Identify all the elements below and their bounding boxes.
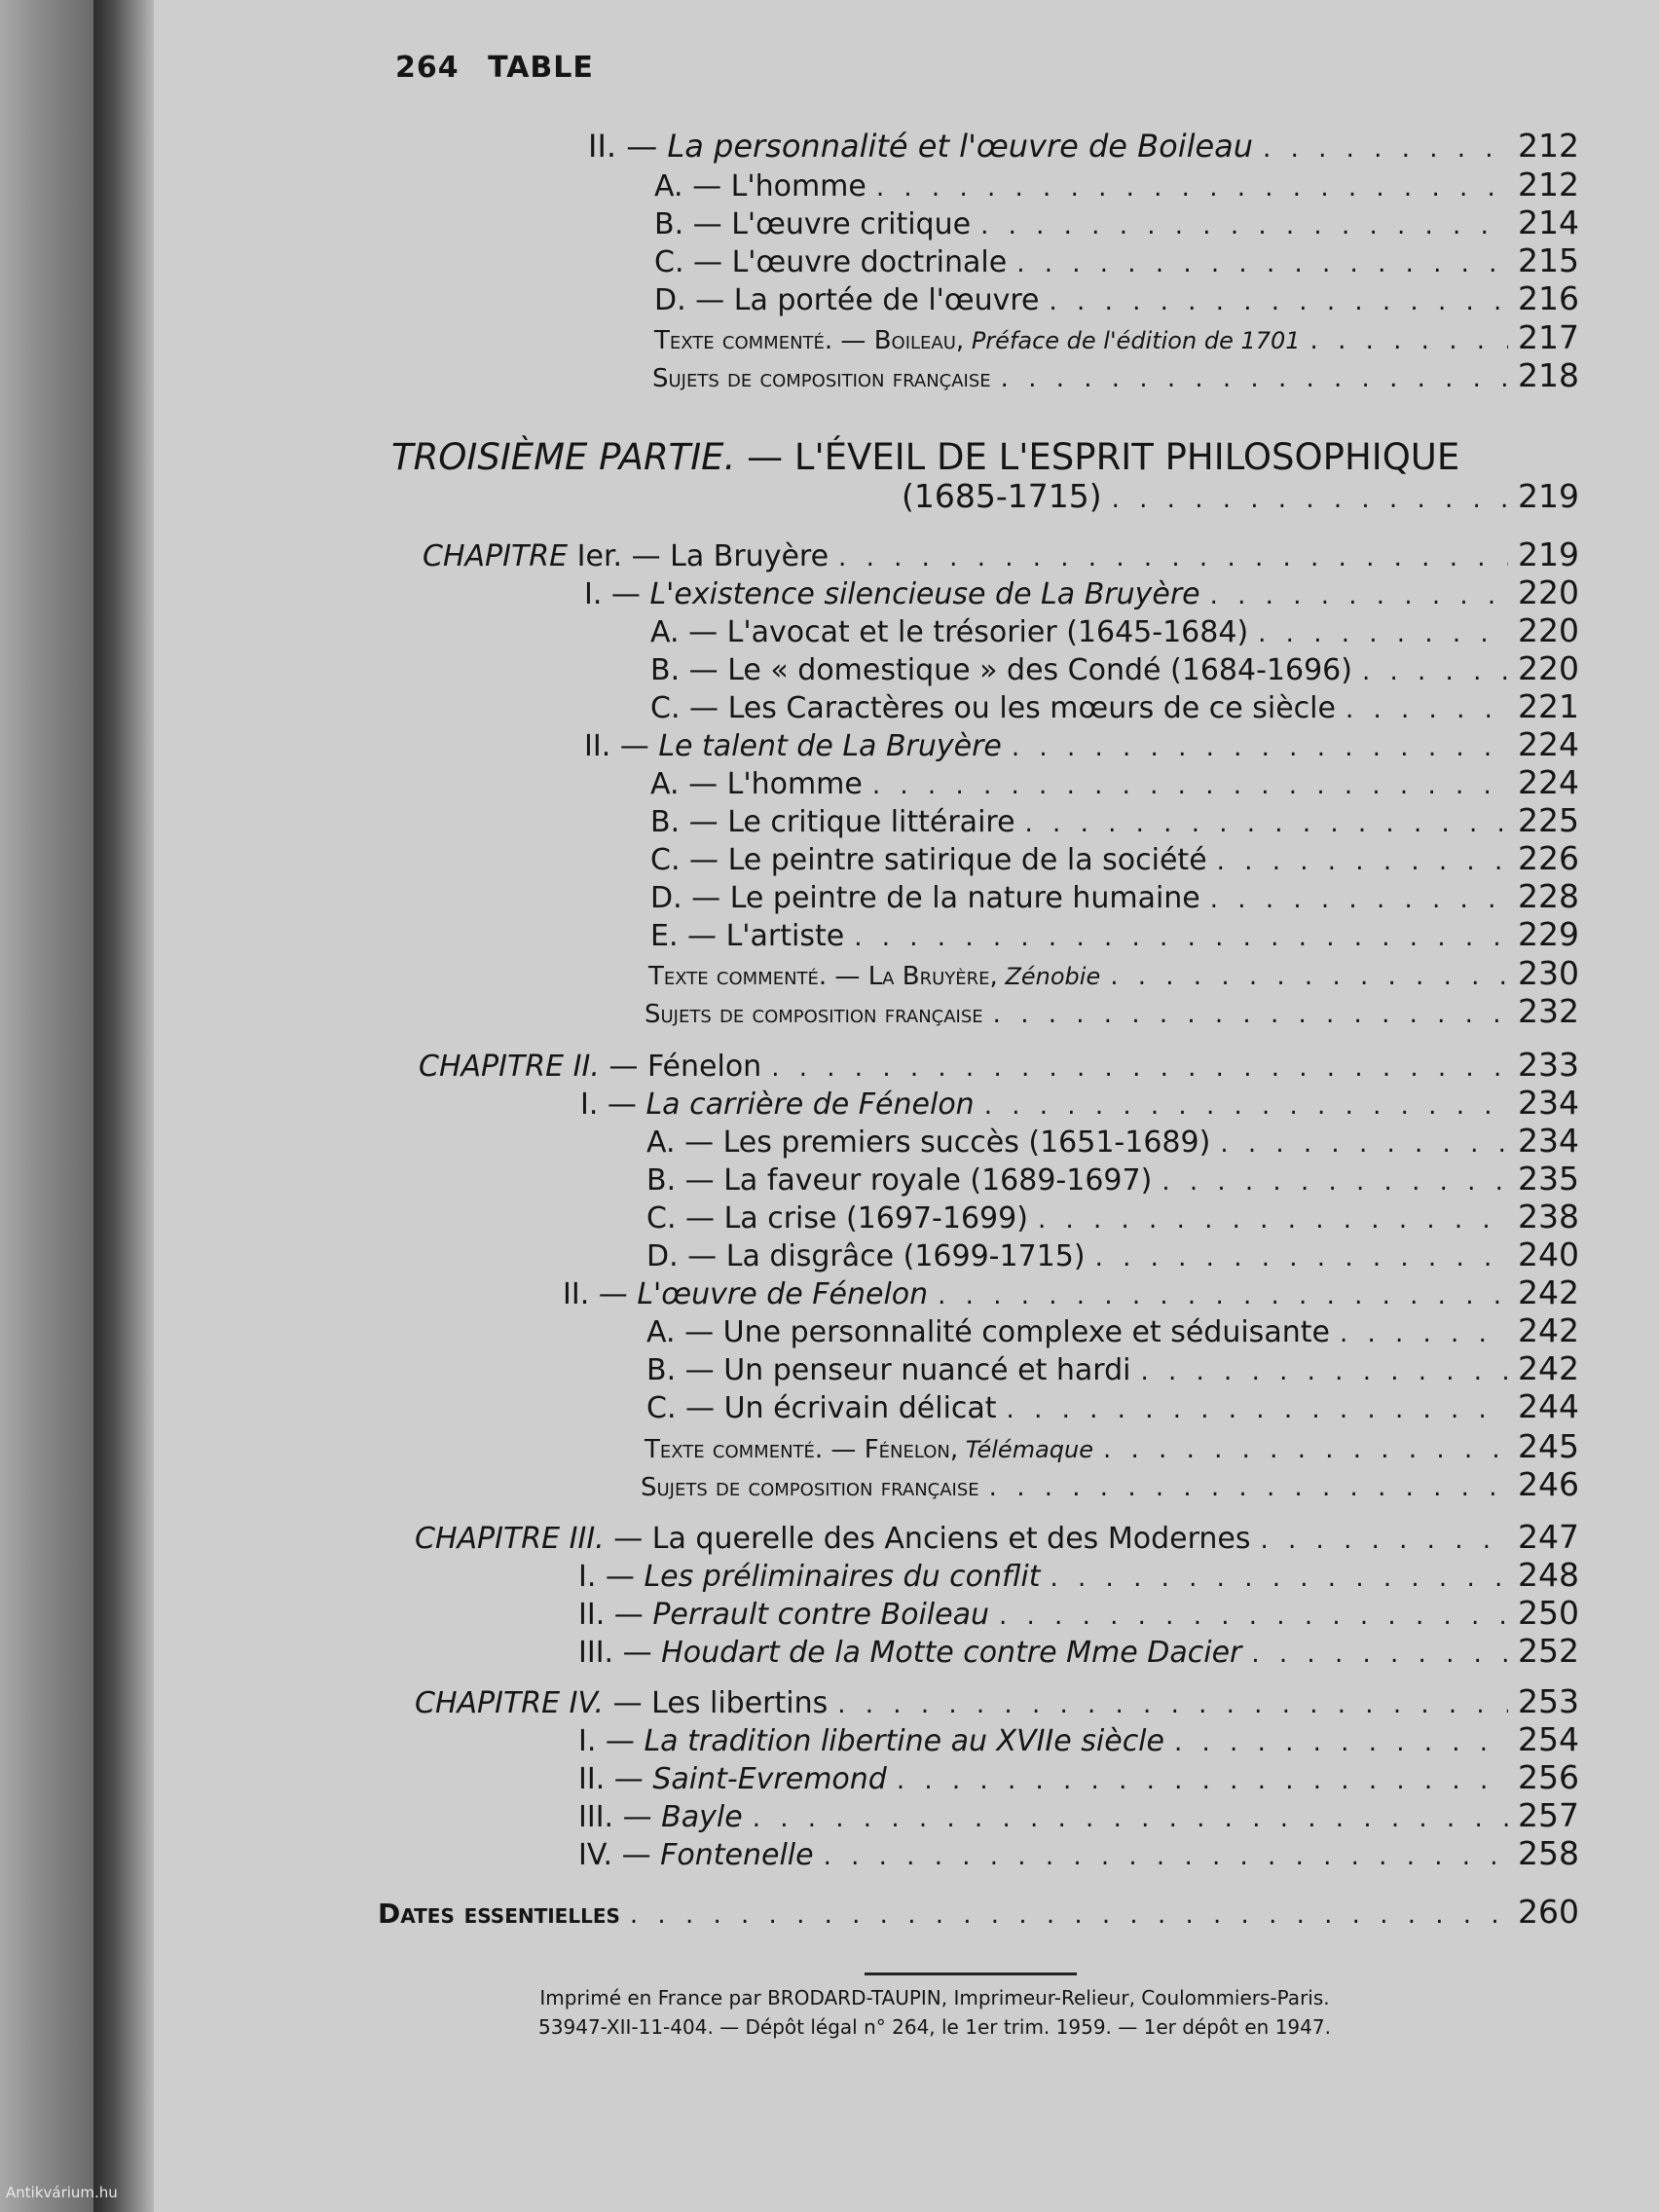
toc-entry xyxy=(646,1311,1579,1352)
entry-page: 234 xyxy=(1518,1084,1579,1122)
header-page-number: 264 xyxy=(395,51,460,85)
entry-title: — La querelle des Anciens et des Modernes xyxy=(613,1522,1251,1556)
entry-page: 260 xyxy=(1518,1893,1579,1931)
entry-title: Les premiers succès (1651-1689) xyxy=(722,1125,1211,1160)
dot-leader xyxy=(1174,1728,1508,1757)
imprint-line-1: Imprimé en France par BRODARD-TAUPIN, Imprimeur-Relieur, Coulommiers-Paris. xyxy=(539,1986,1330,2009)
dot-leader xyxy=(1001,364,1508,393)
dot-leader xyxy=(824,1842,1508,1871)
entry-label: A. — xyxy=(650,767,719,801)
entry-page: 221 xyxy=(1518,687,1579,725)
entry-page: 256 xyxy=(1518,1758,1579,1796)
toc-entry-chapter xyxy=(423,535,1579,576)
toc-entry xyxy=(645,992,1579,1033)
entry-label: C. — xyxy=(650,691,719,725)
toc-entry-chapter xyxy=(415,1682,1579,1723)
entry-title: La crise (1697-1699) xyxy=(723,1201,1028,1235)
entry-title: Perrault contre Boileau xyxy=(652,1598,989,1632)
part-title xyxy=(391,436,1459,478)
entry-page: 246 xyxy=(1518,1465,1579,1503)
entry-title: Saint-Evremond xyxy=(652,1762,887,1796)
entry-label: CHAPITRE xyxy=(423,539,569,573)
entry-label: CHAPITRE III. xyxy=(415,1522,605,1556)
entry-title: Les Caractères ou les mœurs de ce siècle xyxy=(727,691,1336,725)
entry-label: Dates essentielles xyxy=(378,1898,620,1930)
toc-entry xyxy=(578,1556,1579,1597)
entry-page: 242 xyxy=(1518,1273,1579,1311)
dot-leader xyxy=(938,1281,1508,1310)
entry-title: La portée de l'œuvre xyxy=(733,283,1040,317)
entry-label: II. — xyxy=(563,1277,628,1311)
entry-label: II. — xyxy=(588,128,658,165)
entry-page: 228 xyxy=(1518,877,1579,915)
entry-title: Bayle xyxy=(661,1800,743,1834)
entry-label: III. — xyxy=(578,1800,652,1834)
dot-leader xyxy=(1258,619,1508,648)
entry-title: L'artiste xyxy=(725,919,845,953)
entry-title: Le peintre de la nature humaine xyxy=(729,881,1200,915)
toc-entry xyxy=(584,725,1579,766)
entry-page: 230 xyxy=(1518,954,1579,992)
toc-entry xyxy=(580,1084,1579,1124)
entry-label: B. — xyxy=(650,653,719,687)
dot-leader xyxy=(1263,134,1508,164)
entry-label: II. — xyxy=(578,1598,644,1632)
entry-label: I. — xyxy=(584,577,641,611)
entry-label: Texte commenté. — Fénelon, xyxy=(645,1435,959,1464)
toc-entry xyxy=(654,318,1579,359)
entry-page: 217 xyxy=(1518,318,1579,356)
imprint-line-2: 53947-XII-11-404. — Dépôt légal n° 264, le 1er trim. 1959. — 1er dépôt en 1947. xyxy=(538,2015,1331,2039)
toc-entry xyxy=(650,801,1579,842)
entry-label: C. — xyxy=(654,245,723,279)
entry-title: Le critique littéraire xyxy=(727,805,1015,839)
dot-leader xyxy=(1110,962,1508,991)
toc-entry xyxy=(578,1720,1579,1761)
toc-entry xyxy=(646,1387,1579,1428)
running-header xyxy=(395,51,594,85)
dot-leader xyxy=(989,1473,1508,1502)
toc-entry-dates xyxy=(378,1893,1579,1934)
book-edge-left xyxy=(0,0,93,2212)
entry-title: La faveur royale (1689-1697) xyxy=(723,1163,1153,1198)
entry-page: 233 xyxy=(1518,1046,1579,1084)
entry-page: 248 xyxy=(1518,1556,1579,1594)
toc-entry xyxy=(654,241,1579,282)
toc-entry xyxy=(654,279,1579,320)
book-gutter-shadow xyxy=(93,0,154,2212)
entry-page: 215 xyxy=(1518,241,1579,279)
dot-leader xyxy=(897,1766,1508,1795)
entry-label: II. — xyxy=(578,1762,644,1796)
dot-leader xyxy=(1112,485,1508,514)
entry-label: A. — xyxy=(646,1315,715,1349)
toc-entry xyxy=(584,573,1579,614)
part-page: 219 xyxy=(1518,477,1579,515)
toc-entry xyxy=(650,649,1579,690)
entry-page: 220 xyxy=(1518,649,1579,687)
dot-leader xyxy=(1340,1319,1508,1348)
dot-leader xyxy=(1251,1640,1508,1669)
entry-page: 234 xyxy=(1518,1122,1579,1160)
toc-entry-chapter xyxy=(419,1046,1579,1087)
imprint-rule xyxy=(865,1972,1077,1975)
entry-label: I. — xyxy=(578,1560,635,1594)
dot-leader xyxy=(999,1602,1508,1631)
dot-leader xyxy=(753,1804,1508,1833)
entry-title: L'homme xyxy=(726,767,863,801)
dot-leader xyxy=(1210,885,1508,914)
entry-label: A. — xyxy=(650,615,719,649)
entry-title: Télémaque xyxy=(965,1436,1093,1463)
entry-page: 224 xyxy=(1518,763,1579,801)
entry-title: L'œuvre doctrinale xyxy=(731,245,1008,279)
entry-title: Ier. — La Bruyère xyxy=(576,539,830,573)
entry-page: 232 xyxy=(1518,992,1579,1030)
entry-title: Le peintre satirique de la société xyxy=(727,843,1207,877)
toc-entry xyxy=(578,1594,1579,1635)
entry-page: 212 xyxy=(1518,166,1579,203)
entry-page: 240 xyxy=(1518,1235,1579,1273)
dot-leader xyxy=(1140,1357,1508,1386)
dot-leader xyxy=(1161,1167,1508,1197)
entry-label: D. — xyxy=(650,881,721,915)
entry-page: 257 xyxy=(1518,1796,1579,1834)
entry-title: Zénobie xyxy=(1005,963,1101,990)
toc-entry-part xyxy=(902,477,1579,518)
toc-entry-chapter xyxy=(415,1518,1579,1559)
entry-label: B. — xyxy=(646,1353,715,1387)
toc-entry xyxy=(578,1632,1579,1673)
entry-label: B. — xyxy=(646,1163,715,1198)
entry-label: I. — xyxy=(580,1088,637,1122)
entry-label: A. — xyxy=(654,169,722,203)
dot-leader xyxy=(980,211,1508,240)
dot-leader xyxy=(1103,1435,1508,1464)
toc-entry xyxy=(578,1796,1579,1837)
dot-leader xyxy=(1210,581,1508,610)
entry-title: La personnalité et l'œuvre de Boileau xyxy=(667,128,1254,165)
toc-entry xyxy=(654,166,1579,206)
entry-page: 214 xyxy=(1518,203,1579,241)
entry-page: 247 xyxy=(1518,1518,1579,1556)
part-title-italic: TROISIÈME PARTIE. xyxy=(391,436,736,478)
dot-leader xyxy=(872,771,1508,800)
part-title-rest: — L'ÉVEIL DE L'ESPRIT PHILOSOPHIQUE xyxy=(747,436,1460,478)
entry-label: C. — xyxy=(646,1391,716,1425)
toc-entry xyxy=(646,1122,1579,1162)
entry-label: D. — xyxy=(654,283,725,317)
dot-leader xyxy=(854,923,1508,952)
entry-label: D. — xyxy=(646,1239,718,1273)
entry-title: L'existence silencieuse de La Bruyère xyxy=(649,577,1200,611)
toc-entry xyxy=(563,1273,1579,1314)
entry-title: Le « domestique » des Condé (1684-1696) xyxy=(727,653,1352,687)
entry-label: E. — xyxy=(650,919,718,953)
toc-entry xyxy=(588,127,1579,167)
entry-page: 212 xyxy=(1518,127,1579,165)
dot-leader xyxy=(876,173,1508,203)
header-title: TABLE xyxy=(488,51,594,85)
entry-page: 254 xyxy=(1518,1720,1579,1758)
entry-label: I. — xyxy=(578,1724,635,1758)
entry-page: 235 xyxy=(1518,1160,1579,1198)
entry-title: L'œuvre de Fénelon xyxy=(637,1277,929,1311)
dot-leader xyxy=(1217,847,1508,876)
dot-leader xyxy=(1346,695,1508,724)
toc-entry xyxy=(646,1235,1579,1276)
entry-label: III. — xyxy=(578,1636,652,1670)
toc-entry xyxy=(650,839,1579,880)
watermark: Antikvárium.hu xyxy=(6,2184,118,2201)
entry-title: — Fénelon xyxy=(608,1050,762,1084)
entry-page: 220 xyxy=(1518,611,1579,649)
toc-entry xyxy=(646,1160,1579,1200)
entry-label: Texte commenté. — Boileau, xyxy=(654,326,965,355)
dot-leader xyxy=(1038,1205,1508,1235)
toc-entry xyxy=(650,611,1579,652)
entry-title: Houdart de la Motte contre Mme Dacier xyxy=(661,1636,1242,1670)
entry-label: CHAPITRE IV. xyxy=(415,1686,605,1720)
toc-entry xyxy=(650,915,1579,956)
dot-leader xyxy=(1050,287,1508,316)
entry-title: Un écrivain délicat xyxy=(723,1391,997,1425)
entry-page: 250 xyxy=(1518,1594,1579,1632)
entry-page: 226 xyxy=(1518,839,1579,877)
toc-entry xyxy=(650,877,1579,918)
entry-title: Une personnalité complexe et séduisante xyxy=(722,1315,1330,1349)
entry-page: 245 xyxy=(1518,1427,1579,1465)
entry-page: 242 xyxy=(1518,1311,1579,1349)
entry-title: Un penseur nuancé et hardi xyxy=(723,1353,1131,1387)
entry-label: CHAPITRE II. xyxy=(419,1050,600,1084)
toc-entry xyxy=(646,1198,1579,1238)
entry-page: 244 xyxy=(1518,1387,1579,1425)
entry-title: Fontenelle xyxy=(660,1838,814,1872)
entry-page: 224 xyxy=(1518,725,1579,763)
dot-leader xyxy=(993,1000,1508,1029)
dot-leader xyxy=(1007,1395,1508,1424)
dot-leader xyxy=(1016,249,1508,278)
entry-page: 258 xyxy=(1518,1834,1579,1872)
entry-page: 225 xyxy=(1518,801,1579,839)
toc-entry xyxy=(646,1349,1579,1390)
entry-page: 253 xyxy=(1518,1682,1579,1720)
entry-label: B. — xyxy=(650,805,719,839)
toc-entry xyxy=(641,1465,1579,1506)
entry-title: Préface de l'édition de 1701 xyxy=(971,327,1301,354)
dot-leader xyxy=(771,1053,1508,1083)
entry-title: L'avocat et le trésorier (1645-1684) xyxy=(726,615,1249,649)
dot-leader xyxy=(837,1690,1508,1719)
entry-label: II. — xyxy=(584,729,649,763)
toc-entry xyxy=(578,1834,1579,1875)
dot-leader xyxy=(630,1900,1508,1930)
entry-label: Sujets de composition française xyxy=(641,1473,979,1502)
entry-label: C. — xyxy=(650,843,719,877)
dot-leader xyxy=(984,1091,1508,1121)
entry-page: 218 xyxy=(1518,356,1579,394)
entry-label: B. — xyxy=(654,207,722,241)
dot-leader xyxy=(1012,733,1508,762)
entry-label: Texte commenté. — La Bruyère, xyxy=(648,962,998,991)
entry-page: 219 xyxy=(1518,535,1579,573)
dot-leader xyxy=(1220,1129,1508,1159)
toc-entry xyxy=(652,356,1579,397)
entry-label: A. — xyxy=(646,1125,715,1160)
entry-title: Les préliminaires du conflit xyxy=(644,1560,1041,1594)
toc-entry xyxy=(650,763,1579,804)
toc-entry xyxy=(648,954,1579,995)
toc-entry xyxy=(650,687,1579,728)
toc-entry xyxy=(654,203,1579,244)
entry-page: 220 xyxy=(1518,573,1579,611)
dot-leader xyxy=(1362,657,1508,686)
dot-leader xyxy=(1260,1526,1508,1555)
entry-label: C. — xyxy=(646,1201,716,1235)
entry-title: L'œuvre critique xyxy=(731,207,972,241)
dot-leader xyxy=(838,543,1508,572)
entry-page: 242 xyxy=(1518,1349,1579,1387)
dot-leader xyxy=(1095,1243,1508,1272)
entry-title: — Les libertins xyxy=(612,1686,829,1720)
toc-entry xyxy=(645,1427,1579,1468)
dot-leader xyxy=(1025,809,1508,838)
entry-title: L'homme xyxy=(730,169,866,203)
toc-entry xyxy=(578,1758,1579,1799)
entry-page: 229 xyxy=(1518,915,1579,953)
entry-label: Sujets de composition française xyxy=(645,1000,983,1029)
entry-page: 216 xyxy=(1518,279,1579,317)
entry-page: 238 xyxy=(1518,1198,1579,1235)
dot-leader xyxy=(1051,1564,1509,1593)
entry-title: La disgrâce (1699-1715) xyxy=(725,1239,1086,1273)
part-dates: (1685-1715) xyxy=(902,477,1102,515)
entry-title: Le talent de La Bruyère xyxy=(658,729,1002,763)
entry-page: 252 xyxy=(1518,1632,1579,1670)
dot-leader xyxy=(1310,326,1508,355)
entry-title: La carrière de Fénelon xyxy=(645,1088,975,1122)
entry-label: Sujets de composition française xyxy=(652,364,991,393)
entry-label: IV. — xyxy=(578,1838,651,1872)
entry-title: La tradition libertine au XVIIe siècle xyxy=(644,1724,1164,1758)
